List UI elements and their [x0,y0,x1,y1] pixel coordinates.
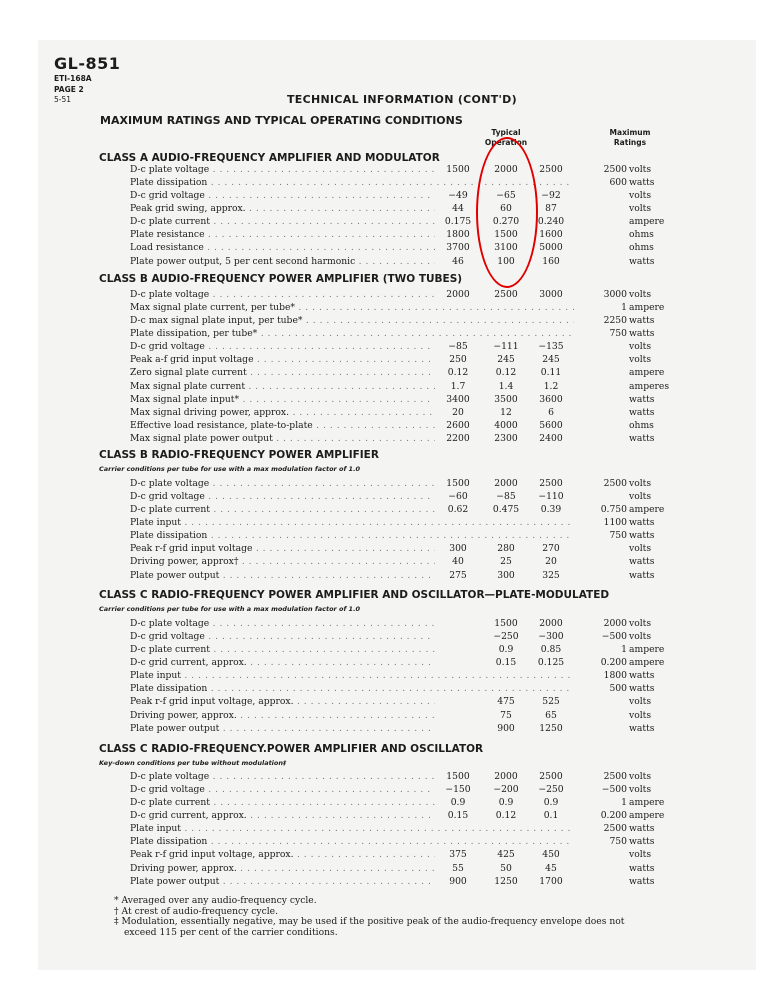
table-row [0,327,781,340]
typical-value-v2: −85 [496,491,516,503]
maximum-rating: 2500 [603,823,627,835]
table-row [0,529,781,542]
unit-label: watts [629,683,655,695]
table-row [0,722,781,735]
unit-label: volts [629,190,652,202]
maximum-rating: 750 [609,836,627,848]
typical-value-v2: 0.475 [492,504,520,516]
typical-value-v3: 1.2 [543,380,559,392]
typical-value-v2: 0.15 [495,657,517,669]
unit-label: volts [629,784,652,796]
row-label: D-c plate voltage . . . [130,477,435,490]
row-label: D-c grid voltage . . . [130,783,435,796]
typical-value-v3: 0.39 [540,504,562,516]
unit-label: volts [629,491,652,503]
typical-value-v3: 5000 [539,242,563,254]
row-label: Effective load resistance, plate-to-plate . . . [130,419,435,432]
typical-value-v3: 5600 [539,419,563,431]
row-label: Plate power output . . . [130,722,435,735]
typical-value-v3: 0.125 [537,657,565,669]
typical-value-v2: 60 [500,203,512,215]
section-title: CLASS B RADIO-FREQUENCY POWER AMPLIFIER [99,449,379,461]
row-label: Plate dissipation . . . [130,682,574,695]
table-row [0,503,781,516]
table-row [0,366,781,379]
section-note: Key-down conditions per tube without modulation‡ [99,759,287,767]
typical-value-v3: 525 [542,696,560,708]
typical-value-v2: 1.4 [498,380,514,392]
typical-value-v1: −85 [448,341,468,353]
typical-value-v2: −65 [496,190,516,202]
typical-value-v3: 87 [545,203,557,215]
row-label: D-c grid voltage . . . [130,490,435,503]
maximum-rating: 600 [609,177,627,189]
row-label: Zero signal plate current . . . [130,366,435,379]
maximum-rating: −500 [601,631,627,643]
typical-value-v1: 1.7 [450,380,466,392]
row-label: Plate dissipation . . . [130,176,574,189]
unit-label: ohms [629,229,654,241]
typical-value-v3: 2500 [539,771,563,782]
typical-value-v2: 0.12 [495,367,517,379]
row-label: Max signal driving power, approx. . . . [130,406,435,419]
table-row [0,709,781,722]
row-label: Max signal plate current . . . [130,380,435,393]
unit-label: ampere [629,302,665,314]
table-row [0,848,781,861]
unit-label: ampere [629,367,665,379]
table-row [0,176,781,189]
typical-value-v2: 25 [500,556,512,568]
typical-value-v1: 0.62 [447,504,469,516]
typical-value-v3: −92 [541,190,561,202]
unit-label: ampere [629,216,665,228]
typical-value-v3: 1250 [539,722,563,734]
table-row [0,301,781,314]
typical-value-v1: 0.175 [444,216,472,228]
row-label: Driving power, approx. . . . [130,862,435,875]
unit-label: watts [629,315,655,327]
typical-value-v2: 2300 [494,432,518,444]
row-label: Max signal plate current, per tube* . . . [130,301,574,314]
table-row [0,288,781,301]
table-row [0,228,781,241]
typical-value-v3: 65 [545,709,557,721]
row-label: Plate input . . . [130,669,574,682]
table-row [0,682,781,695]
row-label: Plate input . . . [130,516,574,529]
maximum-rating: 750 [609,328,627,340]
typical-value-v3: 1700 [539,875,563,887]
table-row [0,770,781,783]
tube-code: GL-851 [54,54,121,73]
typical-value-v2: 425 [497,849,515,861]
row-label: Plate dissipation, per tube* . . . [130,327,574,340]
typical-value-v3: 3000 [539,289,563,300]
row-label: Peak a-f grid input voltage . . . [130,353,435,366]
table-row [0,406,781,419]
unit-label: watts [629,862,655,874]
typical-value-v3: 20 [545,556,557,568]
maximum-rating: 500 [609,683,627,695]
typical-value-v2: 2000 [494,164,518,175]
typical-value-v1: −150 [445,784,471,796]
unit-label: volts [629,164,652,175]
typical-value-v2: −111 [493,341,519,353]
maximum-rating: 2500 [603,164,627,175]
unit-label: watts [629,432,655,444]
typical-value-v3: 2000 [539,618,563,629]
unit-label: ohms [629,242,654,254]
row-label: Peak r-f grid input voltage, approx. . . . [130,848,435,861]
table-row [0,419,781,432]
typical-value-v3: 1600 [539,229,563,241]
typical-value-v3: 6 [548,406,554,418]
typical-value-v2: 300 [497,569,515,581]
unit-label: watts [629,517,655,529]
typical-value-v3: −135 [538,341,564,353]
typical-value-v1: 250 [449,354,467,366]
section-title: CLASS B AUDIO-FREQUENCY POWER AMPLIFIER (TWO TUBES) [99,273,463,285]
typical-value-v2: 1500 [494,618,518,629]
table-row [0,796,781,809]
footnote: exceed 115 per cent of the carrier conditions. [124,927,338,938]
table-row [0,656,781,669]
typical-value-v3: 0.85 [540,644,562,656]
table-row [0,630,781,643]
maximum-rating: 1800 [603,670,627,682]
table-row [0,241,781,254]
unit-label: volts [629,203,652,215]
unit-label: watts [629,328,655,340]
typical-value-v3: −110 [538,491,564,503]
red-annotation-circle [476,137,538,288]
unit-label: watts [629,569,655,581]
typical-value-v3: 2500 [539,164,563,175]
unit-label: watts [629,530,655,542]
typical-value-v2: 0.9 [498,797,514,809]
table-row [0,516,781,529]
typical-value-v3: 2400 [539,432,563,444]
row-label: Peak r-f grid input voltage . . . [130,542,435,555]
typical-value-v3: 45 [545,862,557,874]
row-label: D-c plate voltage . . . [130,163,435,176]
typical-value-v1: 3400 [446,393,470,405]
row-label: Max signal plate input* . . . [130,393,435,406]
typical-value-v1: −60 [448,491,468,503]
unit-label: watts [629,823,655,835]
unit-label: ohms [629,419,654,431]
typical-value-v2: 2500 [494,289,518,300]
table-row [0,490,781,503]
typical-value-v1: 1800 [446,229,470,241]
unit-label: volts [629,354,652,366]
table-row [0,432,781,445]
typical-value-v1: 1500 [446,164,470,175]
row-label: Max signal plate power output . . . [130,432,435,445]
typical-value-v1: 40 [452,556,464,568]
table-row [0,555,781,568]
row-label: D-c grid current, approx. . . . [130,809,435,822]
table-row [0,643,781,656]
typical-value-v2: 1500 [494,229,518,241]
typical-value-v2: 3100 [494,242,518,254]
page-title: TECHNICAL INFORMATION (CONT'D) [287,93,517,106]
section-note: Carrier conditions per tube for use with a max modulation factor of 1.0 [99,465,361,473]
table-row [0,380,781,393]
table-row [0,163,781,176]
unit-label: ampere [629,644,665,656]
typical-value-v2: 4000 [494,419,518,431]
typical-value-v1: −49 [448,190,468,202]
typical-value-v2: 245 [497,354,515,366]
table-row [0,202,781,215]
typical-value-v3: 270 [542,543,560,555]
typical-value-v1: 2000 [446,289,470,300]
footnote: † At crest of audio-frequency cycle. [114,906,279,917]
typical-value-v1: 2200 [446,432,470,444]
section-title: CLASS A AUDIO-FREQUENCY AMPLIFIER AND MODULATOR [99,152,440,164]
maximum-rating: 750 [609,530,627,542]
unit-label: watts [629,177,655,189]
typical-value-v1: 44 [452,203,464,215]
unit-label: ampere [629,657,665,669]
table-row [0,822,781,835]
typical-header-line1: Typical [491,128,521,137]
row-label: Plate power output . . . [130,569,435,582]
typical-value-v2: 280 [497,543,515,555]
typical-value-v2: 0.12 [495,810,517,822]
maximum-rating: 2250 [603,315,627,327]
maximum-rating: 3000 [603,289,627,300]
typical-value-v2: 1250 [494,875,518,887]
unit-label: volts [629,771,652,782]
typical-value-v1: 1500 [446,478,470,489]
typical-value-v2: 3500 [494,393,518,405]
table-row [0,695,781,708]
row-label: Plate power output . . . [130,875,435,888]
table-row [0,477,781,490]
table-row [0,393,781,406]
typical-value-v3: 0.11 [540,367,562,379]
unit-label: watts [629,670,655,682]
row-label: D-c grid voltage . . . [130,189,435,202]
table-row [0,617,781,630]
doc-date: 5-51 [54,95,72,104]
unit-label: ampere [629,810,665,822]
maximum-rating: 1 [621,302,627,314]
typical-value-v3: 0.9 [543,797,559,809]
unit-label: volts [629,478,652,489]
maximum-rating: 0.750 [600,504,627,516]
table-row [0,783,781,796]
row-label: D-c plate voltage . . . [130,770,435,783]
row-label: Peak r-f grid input voltage, approx. . . . [130,695,435,708]
typical-value-v2: 50 [500,862,512,874]
unit-label: volts [629,289,652,300]
typical-value-v2: 2000 [494,478,518,489]
row-label: Plate input . . . [130,822,574,835]
unit-label: watts [629,836,655,848]
row-label: D-c plate current . . . [130,503,435,516]
unit-label: volts [629,696,652,708]
row-label: Peak grid swing, approx. . . . [130,202,435,215]
typical-value-v2: −200 [493,784,519,796]
row-label: Plate dissipation . . . [130,529,574,542]
typical-value-v1: 3700 [446,242,470,254]
row-label: D-c grid voltage . . . [130,630,435,643]
unit-label: watts [629,393,655,405]
typical-value-v3: −250 [538,784,564,796]
maximum-rating: 2000 [603,618,627,629]
table-row [0,862,781,875]
typical-value-v1: 0.9 [450,797,466,809]
unit-label: volts [629,341,652,353]
unit-label: ampere [629,797,665,809]
row-label: Load resistance . . . [130,241,435,254]
typical-value-v2: 2000 [494,771,518,782]
table-row [0,314,781,327]
unit-label: ampere [629,504,665,516]
typical-value-v1: 375 [449,849,467,861]
typical-value-v3: 0.1 [543,810,559,822]
table-row [0,215,781,228]
maximum-rating: 2500 [603,478,627,489]
row-label: Plate dissipation . . . [130,835,574,848]
maximum-rating: 1 [621,797,627,809]
typical-value-v3: 245 [542,354,560,366]
typical-value-v3: 160 [542,255,560,267]
maximum-ratings-header [600,128,660,148]
unit-label: watts [629,875,655,887]
typical-value-v2: 12 [500,406,512,418]
typical-value-v2: −250 [493,631,519,643]
row-label: D-c plate current . . . [130,215,435,228]
table-row [0,340,781,353]
table-row [0,875,781,888]
unit-label: volts [629,631,652,643]
table-row [0,255,781,268]
section-title: CLASS C RADIO-FREQUENCY.POWER AMPLIFIER AND OSCILLATOR [99,743,484,755]
unit-label: amperes [629,380,670,392]
maximum-rating: 1 [621,644,627,656]
row-label: D-c grid current, approx. . . . [130,656,435,669]
footnote: * Averaged over any audio-frequency cycle. [114,895,317,906]
typical-value-v1: 46 [452,255,464,267]
section-note: Carrier conditions per tube for use with a max modulation factor of 1.0 [99,605,361,613]
typical-value-v1: 0.12 [447,367,469,379]
typical-value-v2: 100 [497,255,515,267]
unit-label: volts [629,543,652,555]
maximum-rating: 0.200 [600,810,627,822]
maximum-rating: 2500 [603,771,627,782]
typical-value-v1: 900 [449,875,467,887]
typical-value-v2: 475 [497,696,515,708]
doc-number: ETI-168A [54,74,92,83]
typical-value-v1: 2600 [446,419,470,431]
typical-value-v2: 75 [500,709,512,721]
footnote: ‡ Modulation, essentially negative, may be used if the positive peak of the audio-frequency envelope does not [114,916,625,927]
unit-label: watts [629,406,655,418]
row-label: Plate power output, 5 per cent second harmonic . . . [130,255,435,268]
typical-value-v1: 1500 [446,771,470,782]
unit-label: volts [629,709,652,721]
typical-value-v3: 450 [542,849,560,861]
max-header-line1: Maximum [609,128,651,137]
typical-value-v3: 2500 [539,478,563,489]
typical-value-v2: 0.270 [492,216,520,228]
typical-value-v1: 300 [449,543,467,555]
typical-value-v1: 20 [452,406,464,418]
unit-label: watts [629,556,655,568]
maximum-rating: 0.200 [600,657,627,669]
table-row [0,809,781,822]
row-label: D-c plate voltage . . . [130,288,435,301]
maximum-rating: 1100 [603,517,627,529]
typical-value-v2: 900 [497,722,515,734]
typical-value-v3: −300 [538,631,564,643]
typical-value-v1: 0.15 [447,810,469,822]
typical-value-v2: 0.9 [498,644,514,656]
typical-value-v3: 3600 [539,393,563,405]
unit-label: watts [629,722,655,734]
table-row [0,353,781,366]
table-row [0,835,781,848]
unit-label: volts [629,849,652,861]
typical-value-v3: 325 [542,569,560,581]
table-row [0,569,781,582]
row-label: D-c grid voltage . . . [130,340,435,353]
typical-value-v3: 0.240 [537,216,565,228]
row-label: Plate resistance . . . [130,228,435,241]
unit-label: volts [629,618,652,629]
typical-value-v1: 275 [449,569,467,581]
row-label: D-c plate current . . . [130,643,435,656]
unit-label: watts [629,255,655,267]
row-label: D-c max signal plate input, per tube* . . . [130,314,574,327]
max-header-line2: Ratings [613,138,647,147]
typical-value-v1: 55 [452,862,464,874]
row-label: D-c plate voltage . . . [130,617,435,630]
table-row [0,669,781,682]
section-title: CLASS C RADIO-FREQUENCY POWER AMPLIFIER AND OSCILLATOR—PLATE-MODULATED [99,589,610,601]
row-label: Driving power, approx† . . . [130,555,435,568]
row-label: Driving power, approx. . . . [130,709,435,722]
table-row [0,542,781,555]
main-heading: MAXIMUM RATINGS AND TYPICAL OPERATING CONDITIONS [100,114,463,127]
page-number: PAGE 2 [54,85,84,94]
table-row [0,189,781,202]
maximum-rating: −500 [601,784,627,796]
typical-header-line2: Operation [484,138,528,147]
row-label: D-c plate current . . . [130,796,435,809]
